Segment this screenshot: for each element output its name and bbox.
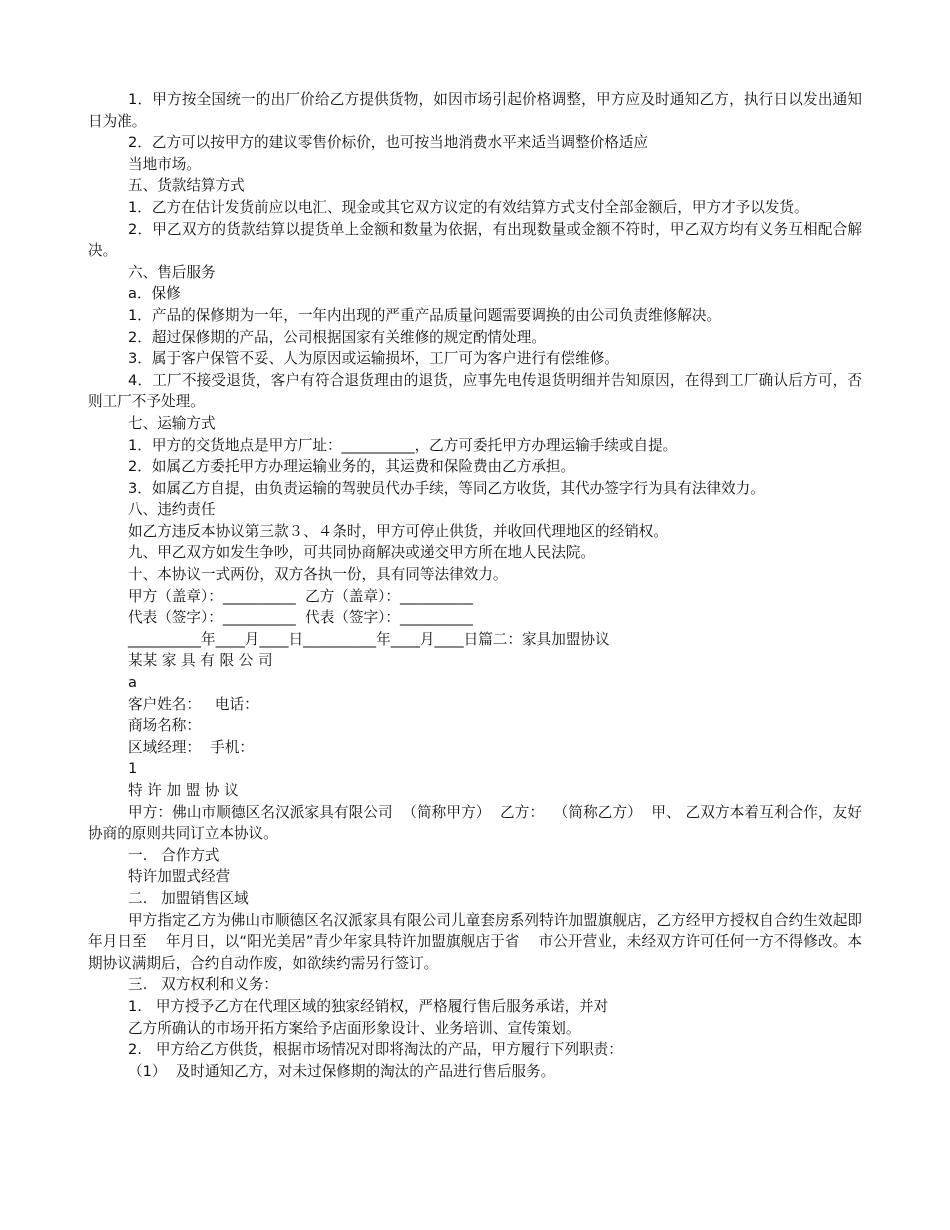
text-line: 十、本协议一式两份，双方各执一份，具有同等法律效力。 [128,566,508,584]
text-line: 一. 合作方式 [128,846,220,864]
text-line: 六、售后服务 [128,263,216,281]
text-line: 甲方（盖章）：__________ 乙方（盖章）：__________ [128,587,473,605]
text-line: 区域经理： 手机： [128,738,255,756]
text-line: 客户姓名： 电话： [128,695,259,713]
text-line: 3．属于客户保管不妥、人为原因或运输损坏，工厂可为客户进行有偿维修。 [128,350,619,368]
text-line: 九、甲乙双方如发生争吵，可共同协商解决或递交甲方所在地人民法院。 [128,544,596,562]
text-line: 2．超过保修期的产品，公司根据国家有关维修的规定酌情处理。 [128,328,546,346]
text-line: 甲方：佛山市顺德区名汉派家具有限公司 （简称甲方） 乙方： （简称乙方） 甲、 乙双方本着互利合作，友好协商的原则共同订立本协议。 [88,803,862,843]
text-line: 当地市场。 [128,155,201,173]
text-line: __________年____月____日__________年____月____日篇二：家具加盟协议 [128,630,610,648]
text-line: 代表（签字）：__________ 代表（签字）：__________ [128,609,473,627]
text-line: 1．产品的保修期为一年，一年内出现的严重产品质量问题需要调换的由公司负责维修解决。 [128,306,722,324]
text-line: 二. 加盟销售区域 [128,889,249,907]
text-line: 3．如属乙方自提，由负责运输的驾驶员代办手续，等同乙方收货，其代办签字行为具有法律效力。 [128,479,765,497]
text-line: 特许加盟式经营 [128,868,231,886]
text-line: 1．乙方在估计发货前应以电汇、现金或其它双方议定的有效结算方式支付全部金额后，甲方才予以发货。 [128,198,809,216]
text-line: 乙方所确认的市场开拓方案给予店面形象设计、业务培训、宣传策划。 [128,1019,581,1037]
text-line: 4．工厂不接受退货，客户有符合退货理由的退货，应事先电传退货明细并告知原因，在得到工厂确认后方可，否则工厂不予处理。 [88,371,862,411]
text-line: 某某 家 具 有 限 公 司 [128,652,273,670]
text-line: 八、违约责任 [128,501,216,519]
text-line: 1．甲方按全国统一的出厂价给乙方提供货物，如因市场引起价格调整，甲方应及时通知乙方，执行日以发出通知日为准。 [88,91,862,130]
text-line: 1. 甲方授予乙方在代理区域的独家经销权，严格履行售后服务承诺，并对 [128,997,609,1015]
text-line: 三. 双方权利和义务： [128,976,278,994]
text-line: 1 [128,760,138,778]
text-line: 1．甲方的交货地点是甲方厂址：__________，乙方可委托甲方办理运输手续或自提。 [128,436,678,454]
text-line: 特 许 加 盟 协 议 [128,782,239,799]
text-line: 五、货款结算方式 [128,177,245,195]
text-line: 2．如属乙方委托甲方办理运输业务的，其运费和保险费由乙方承担。 [128,458,576,476]
contract-body [88,89,881,1082]
text-line: （1） 及时通知乙方，对未过保修期的淘汰的产品进行售后服务。 [128,1062,556,1080]
text-line: 七、运输方式 [128,414,216,432]
text-line: 2．乙方可以按甲方的建议零售价标价，也可按当地消费水平来适当调整价格适应 [128,134,649,152]
text-line: 2. 甲方给乙方供货，根据市场情况对即将淘汰的产品，甲方履行下列职责： [128,1041,623,1059]
text-line: 2．甲乙双方的货款结算以提货单上金额和数量为依据，有出现数量或金额不符时，甲乙双方均有义务互相配合解决。 [88,220,862,260]
text-line: 商场名称： [128,717,201,735]
text-line: 如乙方违反本协议第三款３、４条时，甲方可停止供货，并收回代理地区的经销权。 [128,522,668,540]
text-line: a [128,674,137,692]
text-line: a．保修 [128,285,181,303]
text-line: 甲方指定乙方为佛山市顺德区名汉派家具有限公司儿童套房系列特许加盟旗舰店，乙方经甲方授权自合约生效起即 年月日至 年月日，以“阳光美居”青少年家具特许加盟旗舰店于省 市公开营业，未经双方许可任何一方不得修改。本期协议满期后，合约自动作废，如欲续约需另行签订。 [88,911,881,972]
